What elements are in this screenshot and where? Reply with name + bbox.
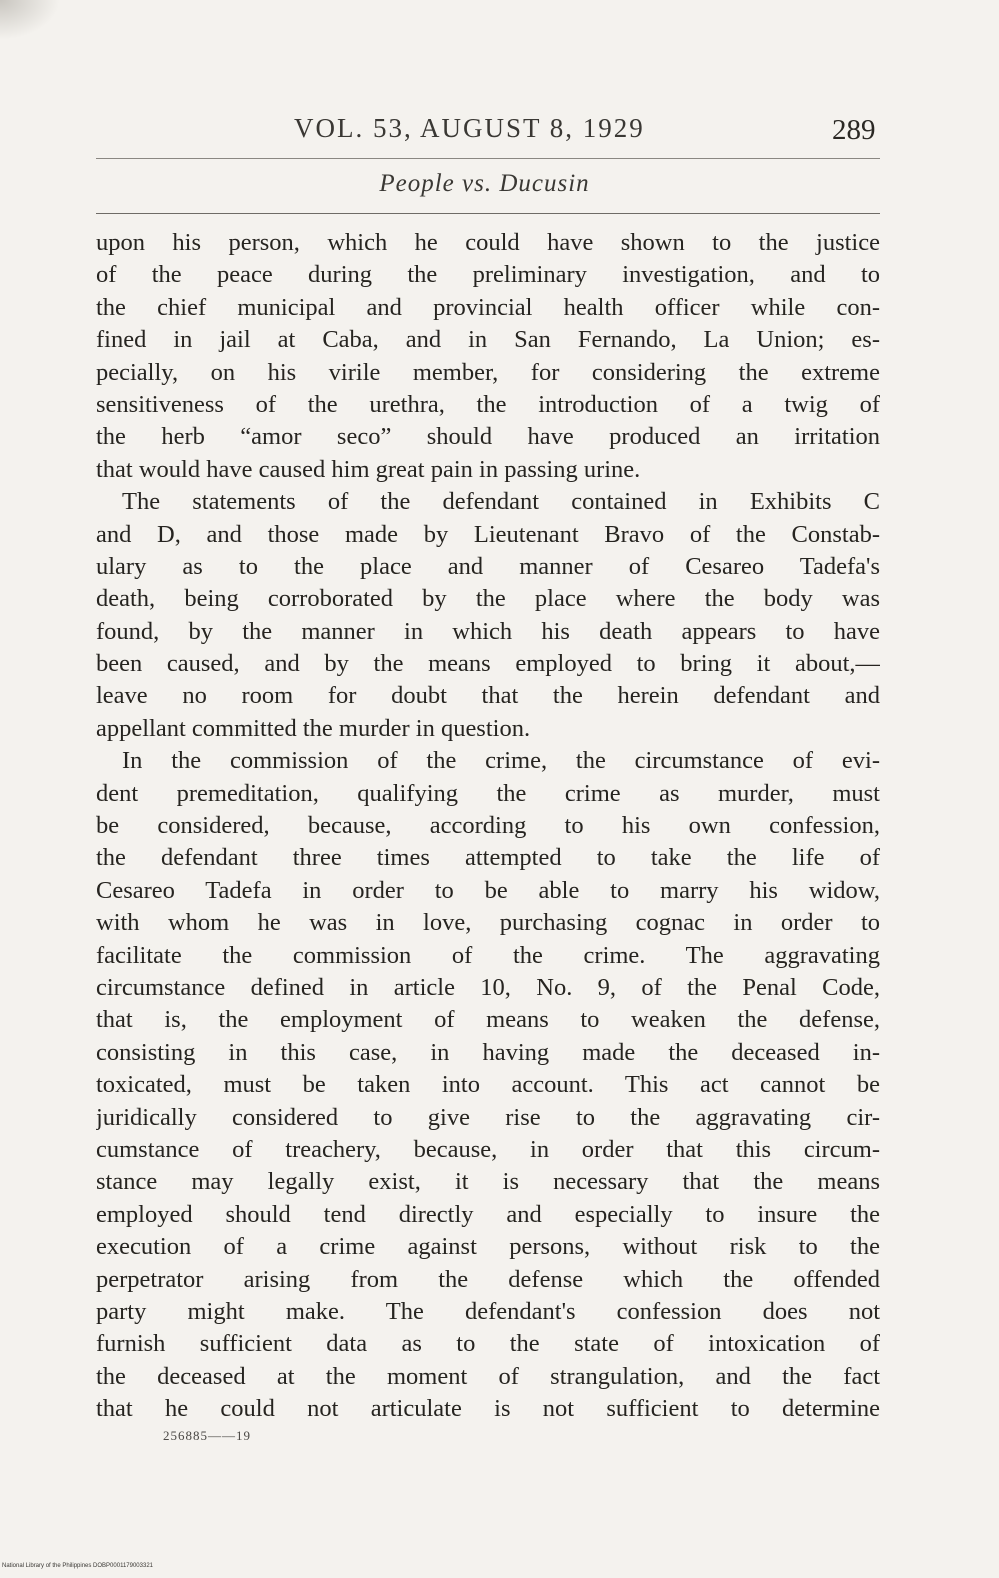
text-line: upon his person, which he could have shown to the justice bbox=[96, 229, 880, 256]
running-head: VOL. 53, AUGUST 8, 1929 bbox=[294, 113, 645, 143]
text-line: toxicated, must be taken into account. This act cannot be bbox=[96, 1071, 880, 1099]
text-line: that is, the employment of means to weaken the defense, bbox=[96, 1006, 880, 1034]
text-line: the herb “amor seco” should have produced an irritation bbox=[96, 423, 880, 451]
text-line: leave no room for doubt that the herein defendant and bbox=[96, 682, 880, 710]
text-line: the deceased at the moment of strangulation, and the fact bbox=[96, 1362, 880, 1390]
text-line: that he could not articulate is not sufficient to determine bbox=[96, 1395, 880, 1423]
text-line: perpetrator arising from the defense which the offended bbox=[96, 1265, 880, 1293]
paragraph-start-line: In the commission of the crime, the circumstance of evi- bbox=[122, 747, 880, 775]
text-line: sensitiveness of the urethra, the introduction of a twig of bbox=[96, 390, 880, 418]
text-line: with whom he was in love, purchasing cognac in order to bbox=[96, 909, 880, 937]
scan-corner-shadow bbox=[0, 0, 60, 40]
text-line: execution of a crime against persons, without risk to the bbox=[96, 1233, 880, 1261]
text-line: appellant committed the murder in question. bbox=[96, 714, 531, 742]
case-title-text: People vs. Ducusin bbox=[379, 170, 590, 197]
text-line: and D, and those made by Lieutenant Bravo of the Constab- bbox=[96, 520, 880, 548]
text-line: facilitate the commission of the crime. The aggravating bbox=[96, 941, 880, 969]
text-line: been caused, and by the means employed to bring it about,— bbox=[96, 650, 880, 678]
text-line: the chief municipal and provincial health officer while con- bbox=[96, 293, 880, 321]
text-line: juridically considered to give rise to the aggravating cir- bbox=[96, 1103, 880, 1131]
text-line: the defendant three times attempted to take the life of bbox=[96, 844, 880, 872]
body-text bbox=[96, 227, 880, 1425]
text-line: pecially, on his virile member, for considering the extreme bbox=[96, 358, 880, 386]
text-line: found, by the manner in which his death appears to have bbox=[96, 617, 880, 645]
text-line: circumstance defined in article 10, No. 9, of the Penal Code, bbox=[96, 973, 880, 1001]
library-watermark: National Library of the Philippines DOBP0001179003321 bbox=[2, 1563, 153, 1569]
header-rule-top bbox=[96, 158, 880, 159]
text-line: stance may legally exist, it is necessary that the means bbox=[96, 1168, 880, 1196]
text-line: that would have caused him great pain in passing urine. bbox=[96, 455, 641, 483]
text-line: party might make. The defendant's confession does not bbox=[96, 1297, 880, 1325]
text-line: Cesareo Tadefa in order to be able to marry his widow, bbox=[96, 876, 880, 904]
text-line: cumstance of treachery, because, in order that this circum- bbox=[96, 1135, 880, 1163]
text-line: employed should tend directly and especially to insure the bbox=[96, 1200, 880, 1228]
page-number: 289 bbox=[832, 114, 876, 146]
signature-mark: 256885——19 bbox=[163, 1428, 251, 1443]
case-title bbox=[0, 170, 999, 198]
text-line: of the peace during the preliminary investigation, and to bbox=[96, 261, 880, 289]
text-line: furnish sufficient data as to the state of intoxication of bbox=[96, 1330, 880, 1358]
text-line: be considered, because, according to his own confession, bbox=[96, 812, 880, 840]
header-rule-bottom bbox=[96, 213, 880, 214]
paragraph-start-line: The statements of the defendant contained in Exhibits C bbox=[122, 488, 880, 516]
text-line: dent premeditation, qualifying the crime as murder, must bbox=[96, 779, 880, 807]
text-line: fined in jail at Caba, and in San Fernando, La Union; es- bbox=[96, 326, 880, 354]
text-line: ulary as to the place and manner of Cesareo Tadefa's bbox=[96, 552, 880, 580]
text-line: consisting in this case, in having made the deceased in- bbox=[96, 1038, 880, 1066]
text-line: death, being corroborated by the place where the body was bbox=[96, 585, 880, 613]
